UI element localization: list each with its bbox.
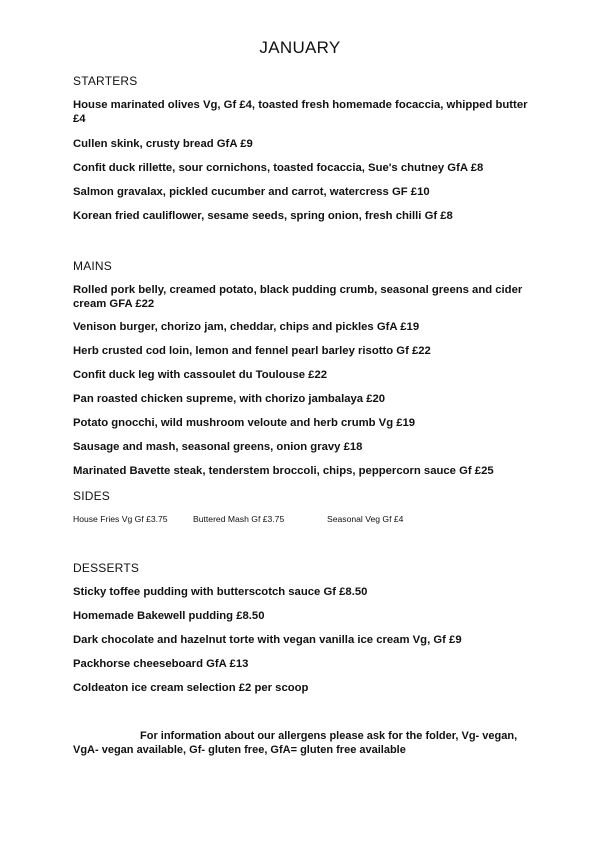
allergen-note-line2: VgA- vegan available, Gf- gluten free, GfA= gluten free available (73, 744, 406, 756)
starter-item: Cullen skink, crusty bread GfA £9 (73, 138, 253, 150)
side-item: Seasonal Veg Gf £4 (327, 514, 404, 524)
main-item: Sausage and mash, seasonal greens, onion gravy £18 (73, 441, 363, 453)
dessert-item: Dark chocolate and hazelnut torte with vegan vanilla ice cream Vg, Gf £9 (73, 634, 462, 646)
desserts-heading: DESSERTS (73, 561, 140, 575)
mains-heading: MAINS (73, 259, 113, 273)
starter-item: Salmon gravalax, pickled cucumber and carrot, watercress GF £10 (73, 186, 430, 198)
main-item: Venison burger, chorizo jam, cheddar, chips and pickles GfA £19 (73, 321, 420, 333)
starter-item: House marinated olives Vg, Gf £4, toasted fresh homemade focaccia, whipped butter £4 (73, 99, 528, 125)
side-item: House Fries Vg Gf £3.75 (73, 514, 168, 524)
dessert-item: Homemade Bakewell pudding £8.50 (73, 610, 265, 622)
main-item: Rolled pork belly, creamed potato, black pudding crumb, seasonal greens and cider cream GFA £22 (73, 284, 523, 310)
starter-item: Confit duck rillette, sour cornichons, toasted focaccia, Sue's chutney GfA £8 (73, 162, 484, 174)
side-item: Buttered Mash Gf £3.75 (193, 514, 285, 524)
starters-heading: STARTERS (73, 74, 138, 88)
dessert-item: Coldeaton ice cream selection £2 per scoop (73, 682, 309, 694)
allergen-note-line1: For information about our allergens please ask for the folder, Vg- vegan, (140, 730, 518, 742)
main-item: Herb crusted cod loin, lemon and fennel pearl barley risotto Gf £22 (73, 345, 431, 357)
sides-heading: SIDES (73, 489, 111, 503)
dessert-item: Sticky toffee pudding with butterscotch sauce Gf £8.50 (73, 586, 368, 598)
main-item: Pan roasted chicken supreme, with chorizo jambalaya £20 (73, 393, 386, 405)
page-title: JANUARY (259, 38, 341, 57)
main-item: Confit duck leg with cassoulet du Toulouse £22 (73, 369, 328, 381)
main-item: Marinated Bavette steak, tenderstem broccoli, chips, peppercorn sauce Gf £25 (73, 465, 494, 477)
dessert-item: Packhorse cheeseboard GfA £13 (73, 658, 249, 670)
starter-item: Korean fried cauliflower, sesame seeds, spring onion, fresh chilli Gf £8 (73, 210, 453, 222)
main-item: Potato gnocchi, wild mushroom veloute and herb crumb Vg £19 (73, 417, 416, 429)
